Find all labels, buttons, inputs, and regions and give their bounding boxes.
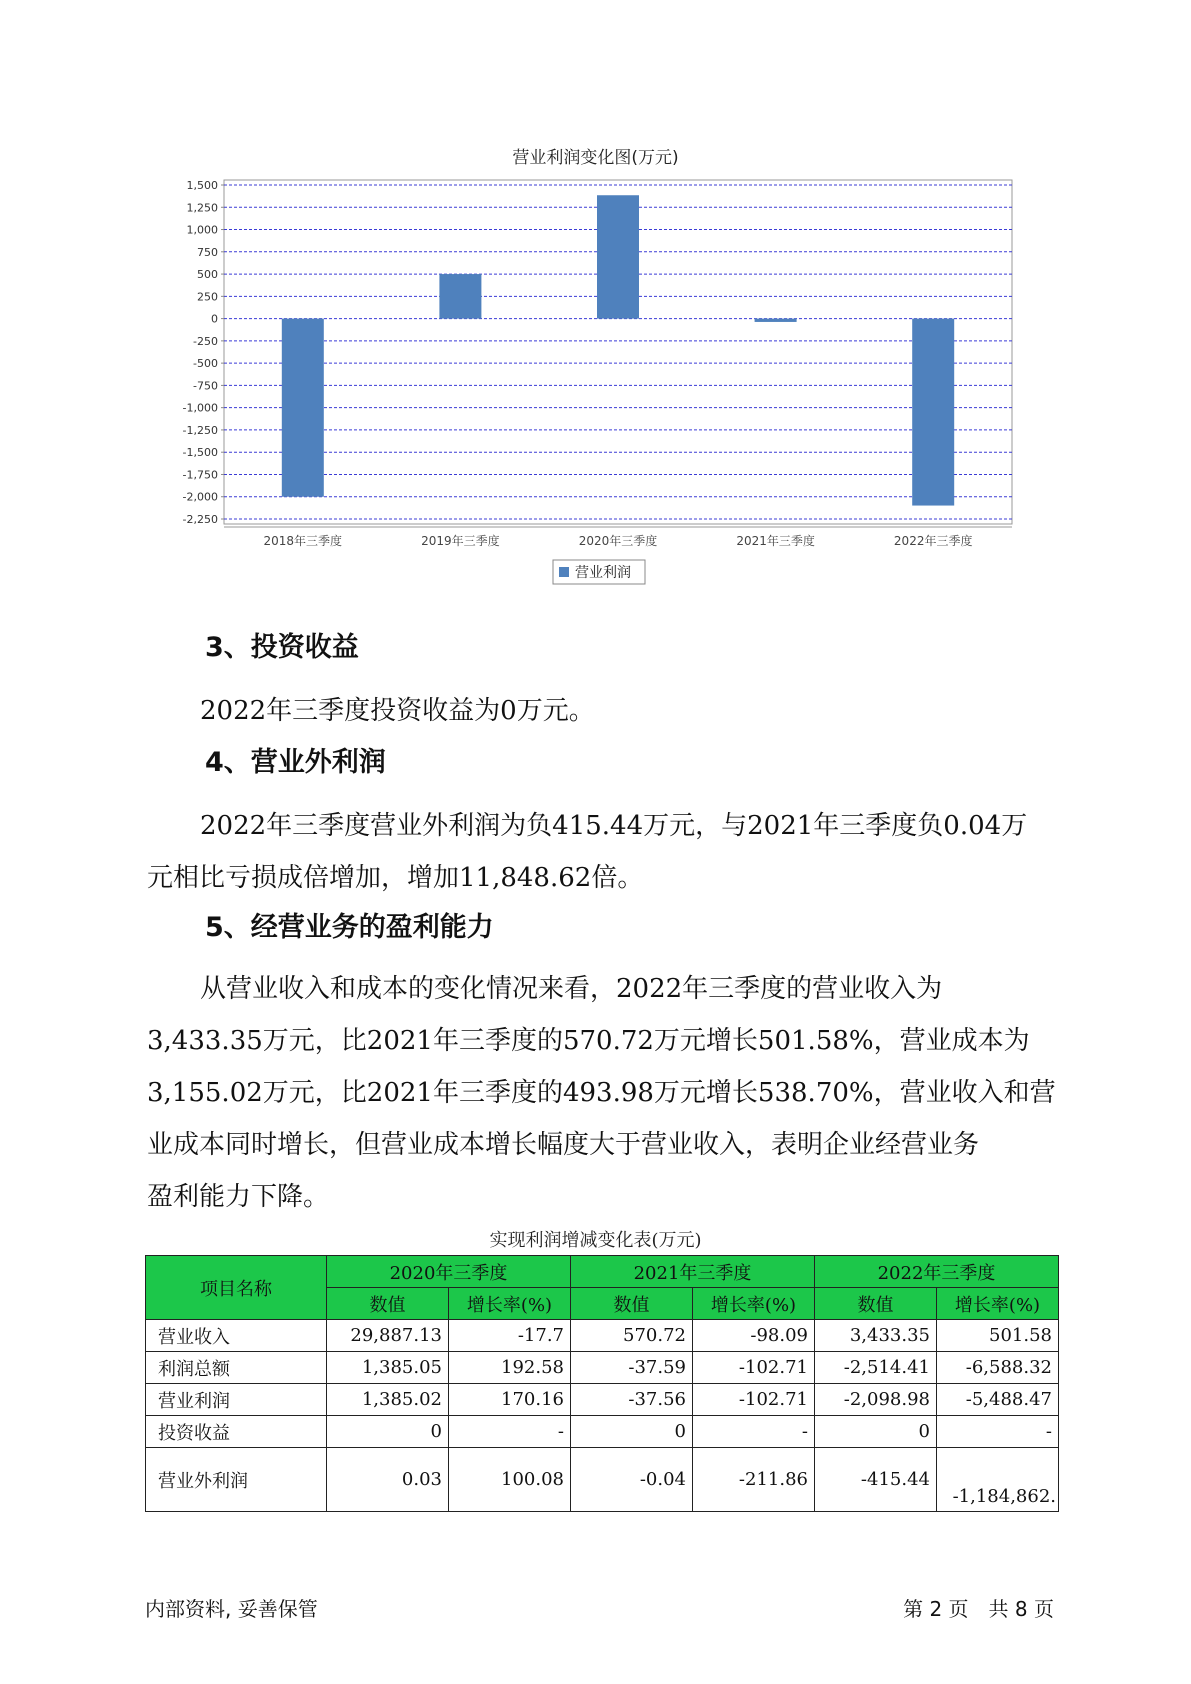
x-tick-label: 2020年三季度 — [578, 534, 658, 548]
table-cell: 0.03 — [327, 1448, 449, 1512]
table-title: 实现利润增减变化表(万元) — [489, 1230, 702, 1251]
x-tick-label: 2019年三季度 — [421, 534, 500, 548]
table-cell: 0 — [571, 1416, 693, 1448]
y-tick-label: -750 — [193, 379, 218, 393]
growth-rate-subheader: 增长率(%) — [693, 1288, 815, 1320]
table-cell: -211.86 — [693, 1448, 815, 1512]
period-header: 2022年三季度 — [815, 1256, 1059, 1288]
row-label: 投资收益 — [146, 1416, 327, 1448]
bar — [597, 195, 639, 318]
table-cell: 501.58 — [937, 1320, 1059, 1352]
x-tick-label: 2018年三季度 — [263, 534, 343, 548]
growth-rate-subheader: 增长率(%) — [449, 1288, 571, 1320]
value-subheader: 数值 — [815, 1288, 937, 1320]
section-heading-non-operating-profit: 4、营业外利润 — [205, 747, 386, 778]
footer-confidential-note: 内部资料, 妥善保管 — [145, 1597, 318, 1621]
table-cell: 0 — [815, 1416, 937, 1448]
table-cell: 570.72 — [571, 1320, 693, 1352]
table-cell: -5,488.47 — [937, 1384, 1059, 1416]
row-label: 营业收入 — [146, 1320, 327, 1352]
operating-profit-bar-chart — [0, 0, 1191, 600]
x-tick-label: 2022年三季度 — [893, 534, 973, 548]
table-cell: -1,184,862. — [937, 1448, 1059, 1512]
paragraph-line: 2022年三季度投资收益为0万元。 — [200, 696, 595, 726]
table-row — [146, 1352, 1059, 1384]
table-cell: 0 — [327, 1416, 449, 1448]
table-cell: 1,385.05 — [327, 1352, 449, 1384]
value-subheader: 数值 — [571, 1288, 693, 1320]
y-tick-label: -500 — [193, 357, 218, 371]
y-tick-label: 1,000 — [186, 223, 218, 237]
row-label: 营业利润 — [146, 1384, 327, 1416]
y-tick-label: 0 — [211, 312, 218, 326]
paragraph-line: 业成本同时增长，但营业成本增长幅度大于营业收入，表明企业经营业务 — [147, 1130, 980, 1160]
paragraph-line: 从营业收入和成本的变化情况来看，2022年三季度的营业收入为 — [200, 974, 943, 1004]
paragraph-line: 3,155.02万元，比2021年三季度的493.98万元增长538.70%，营业收入和营 — [147, 1078, 1056, 1108]
table-cell: - — [937, 1416, 1059, 1448]
y-tick-label: -1,250 — [182, 423, 218, 437]
bar — [755, 319, 797, 322]
table-cell: -6,588.32 — [937, 1352, 1059, 1384]
bar — [912, 319, 954, 506]
paragraph-line: 2022年三季度营业外利润为负415.44万元，与2021年三季度负0.04万 — [200, 811, 1028, 841]
table-cell: -37.59 — [571, 1352, 693, 1384]
y-tick-label: -250 — [193, 334, 218, 348]
table-row — [146, 1448, 1059, 1512]
row-label: 营业外利润 — [146, 1448, 327, 1512]
section-paragraph-profitability — [147, 963, 1056, 1223]
table-cell: -2,514.41 — [815, 1352, 937, 1384]
table-cell: 29,887.13 — [327, 1320, 449, 1352]
y-tick-label: 1,250 — [186, 201, 218, 215]
legend-swatch — [559, 567, 569, 577]
section-paragraph-non-operating-profit — [147, 800, 1027, 904]
table-cell: -37.56 — [571, 1384, 693, 1416]
paragraph-line: 3,433.35万元，比2021年三季度的570.72万元增长501.58%，营业成本为 — [147, 1026, 1030, 1056]
row-label: 利润总额 — [146, 1352, 327, 1384]
bar — [282, 319, 324, 497]
chart-title: 营业利润变化图(万元) — [512, 148, 679, 168]
table-cell: 170.16 — [449, 1384, 571, 1416]
y-tick-label: 750 — [197, 245, 218, 259]
table-cell: -2,098.98 — [815, 1384, 937, 1416]
x-tick-label: 2021年三季度 — [736, 534, 815, 548]
table-row — [146, 1416, 1059, 1448]
y-tick-label: -2,250 — [182, 513, 218, 526]
y-tick-label: 1,500 — [186, 179, 218, 192]
table-header-row — [146, 1256, 1059, 1288]
y-tick-label: -1,500 — [182, 446, 218, 460]
table-cell: -98.09 — [693, 1320, 815, 1352]
table-cell: -102.71 — [693, 1352, 815, 1384]
table-cell: -17.7 — [449, 1320, 571, 1352]
section-paragraph-investment-income — [200, 685, 595, 737]
y-tick-label: 250 — [197, 290, 218, 304]
paragraph-line: 元相比亏损成倍增加，增加11,848.62倍。 — [147, 863, 644, 893]
table-cell: 192.58 — [449, 1352, 571, 1384]
table-cell: - — [449, 1416, 571, 1448]
period-header: 2021年三季度 — [571, 1256, 815, 1288]
item-name-header: 项目名称 — [146, 1256, 327, 1320]
profit-change-table — [145, 1255, 1059, 1512]
table-cell: 3,433.35 — [815, 1320, 937, 1352]
y-tick-label: 500 — [197, 268, 218, 282]
table-row — [146, 1320, 1059, 1352]
value-subheader: 数值 — [327, 1288, 449, 1320]
table-cell: 1,385.02 — [327, 1384, 449, 1416]
bar — [439, 274, 481, 319]
table-cell: - — [693, 1416, 815, 1448]
y-tick-label: -2,000 — [182, 490, 218, 504]
section-heading-profitability: 5、经营业务的盈利能力 — [205, 912, 494, 943]
legend-label: 营业利润 — [575, 565, 631, 581]
table-cell: -415.44 — [815, 1448, 937, 1512]
table-cell: -0.04 — [571, 1448, 693, 1512]
table-cell: -102.71 — [693, 1384, 815, 1416]
paragraph-line: 盈利能力下降。 — [147, 1182, 330, 1212]
table-cell: 100.08 — [449, 1448, 571, 1512]
table-row — [146, 1384, 1059, 1416]
period-header: 2020年三季度 — [327, 1256, 571, 1288]
footer-page-number: 第 2 页 共 8 页 — [903, 1597, 1054, 1621]
y-tick-label: -1,000 — [182, 401, 218, 415]
growth-rate-subheader: 增长率(%) — [937, 1288, 1059, 1320]
y-tick-label: -1,750 — [182, 468, 218, 482]
section-heading-investment-income: 3、投资收益 — [205, 632, 359, 663]
